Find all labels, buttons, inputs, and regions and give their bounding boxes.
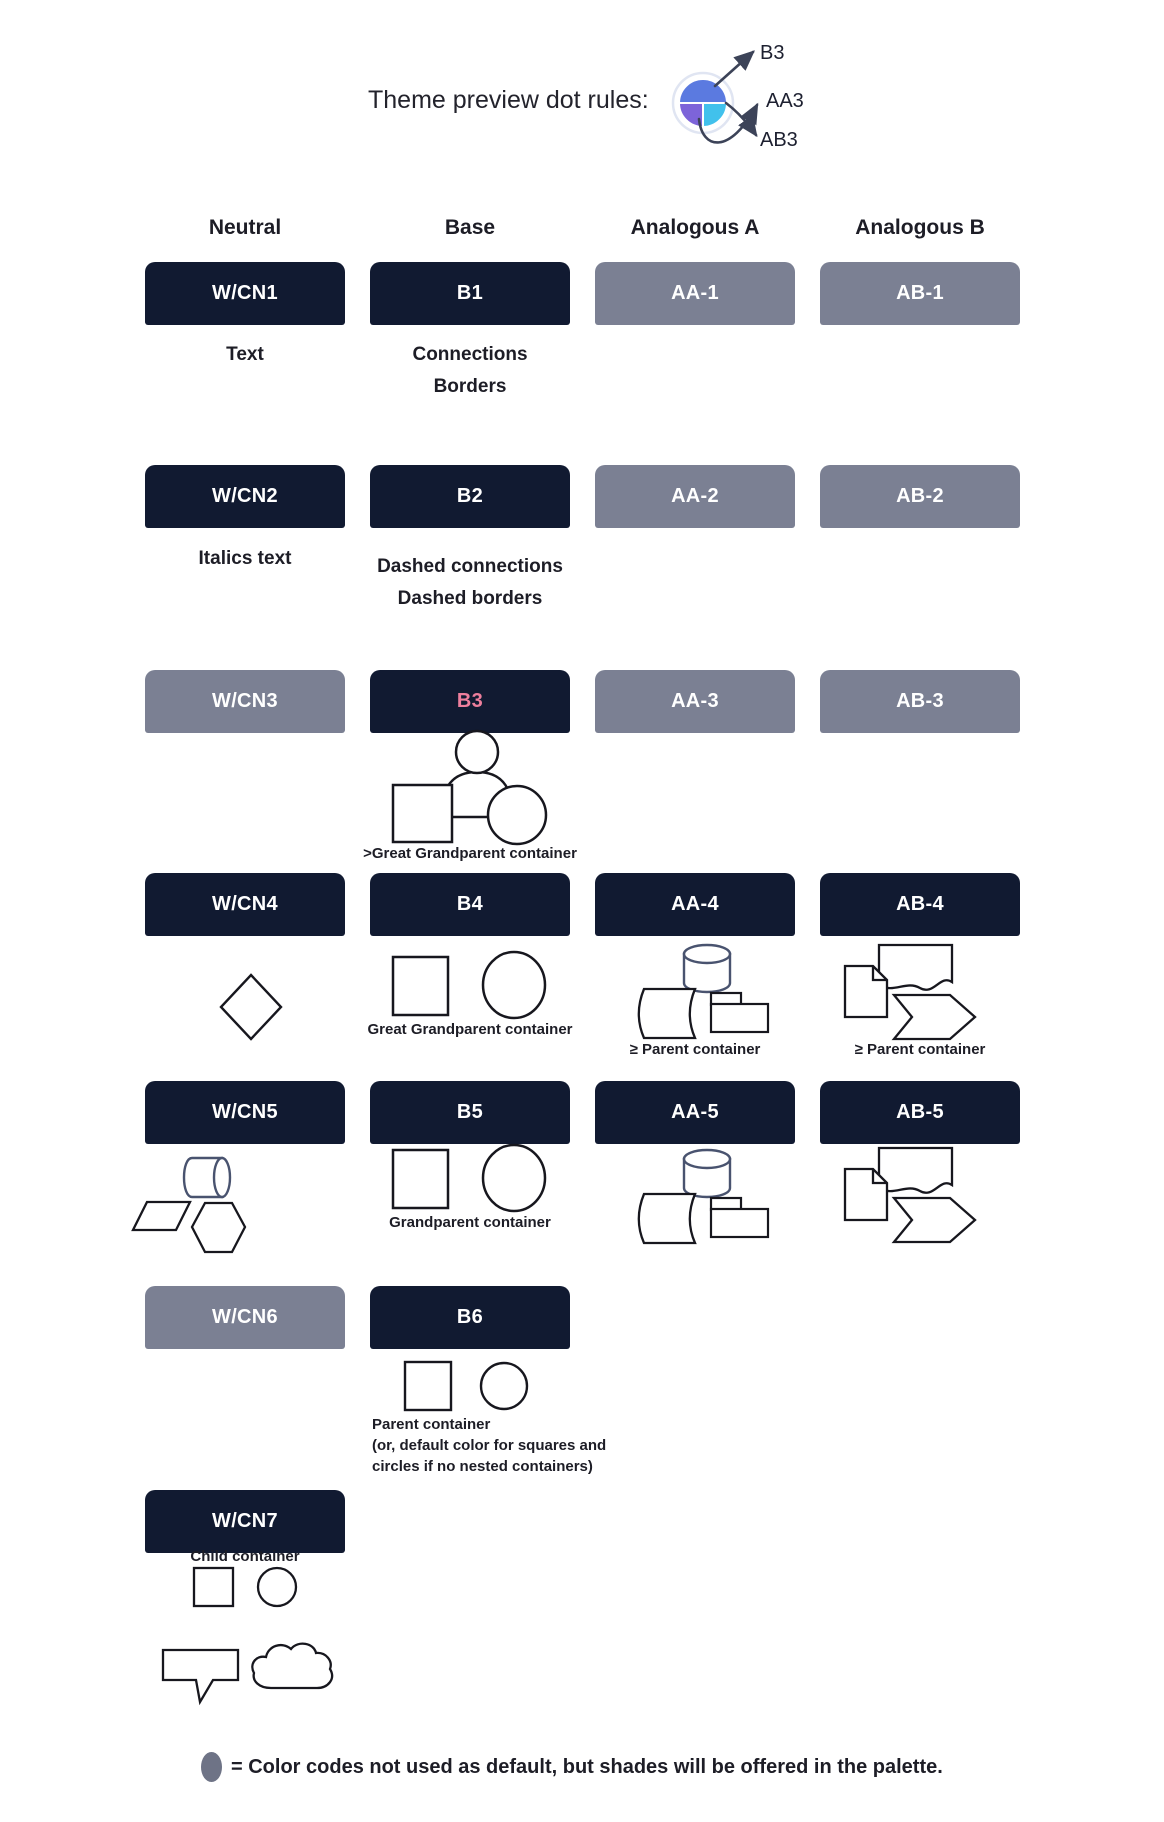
box-ab3: AB-3 [820, 670, 1020, 733]
annotation-dashed-connections: Dashed connections [377, 556, 563, 577]
b6-shape-group [400, 1356, 535, 1416]
column-header-analogous-b: Analogous B [855, 216, 985, 239]
square-shape [194, 1568, 233, 1606]
wcn4-shape-group [219, 970, 283, 1046]
stored-data-shape [639, 1194, 695, 1243]
annotation-connections: Connections [412, 344, 528, 365]
legend-dot [201, 1752, 222, 1782]
dot-rule-label-aa3: AA3 [766, 90, 804, 112]
stored-data-shape [639, 989, 695, 1038]
aa4-shape-group [628, 940, 778, 1042]
chevron-shape [894, 995, 975, 1039]
b3-shape-group [378, 720, 563, 850]
person-head-icon [456, 731, 498, 773]
circle-shape [483, 952, 545, 1018]
box-wcn6: W/CN6 [145, 1286, 345, 1349]
circle-shape [488, 786, 546, 844]
legend-text: = Color codes not used as default, but shades will be offered in the palette. [231, 1756, 943, 1778]
annotation-text: Text [226, 344, 264, 365]
b5-shape-group [390, 1141, 550, 1219]
circle-shape [481, 1363, 527, 1409]
box-ab2: AB-2 [820, 465, 1020, 528]
box-wcn3: W/CN3 [145, 670, 345, 733]
annotation-italics-text: Italics text [198, 548, 292, 569]
cylinder-top-icon [684, 945, 730, 963]
annotation-borders: Borders [433, 376, 507, 397]
box-wcn4: W/CN4 [145, 873, 345, 936]
annotation-child-container: Child container [190, 1548, 300, 1565]
chevron-shape [894, 1198, 975, 1242]
box-wcn5: W/CN5 [145, 1081, 345, 1144]
ab4-shape-group [838, 938, 986, 1042]
cylinder-top-icon [684, 1150, 730, 1168]
document-shape [845, 966, 887, 1017]
box-ab4: AB-4 [820, 873, 1020, 936]
diamond-shape [221, 975, 281, 1039]
page-title: Theme preview dot rules: [368, 86, 649, 114]
square-shape [405, 1362, 451, 1410]
box-wcn7: W/CN7 [145, 1490, 345, 1553]
circle-shape [483, 1145, 545, 1211]
ab5-shape-group [838, 1141, 986, 1245]
document-shape [845, 1169, 887, 1220]
dot-rule-label-ab3: AB3 [760, 129, 798, 151]
speech-bubble-shape [163, 1650, 238, 1702]
wavy-document-shape [879, 1148, 952, 1193]
dot-rule-label-b3: B3 [760, 42, 785, 64]
box-aa4: AA-4 [595, 873, 795, 936]
circle-shape [258, 1568, 296, 1606]
annotation-parent-container-note2: circles if no nested containers) [372, 1458, 593, 1475]
box-b4: B4 [370, 873, 570, 936]
box-b6: B6 [370, 1286, 570, 1349]
annotation-dashed-borders: Dashed borders [397, 588, 543, 609]
square-shape [393, 785, 452, 842]
annotation-parent-container: Parent container [372, 1416, 491, 1433]
annotation-great-grandparent: Great Grandparent container [367, 1021, 573, 1038]
b4-shape-group [390, 948, 550, 1026]
annotation-great-grandparent-arrow: >Great Grandparent container [363, 845, 577, 862]
box-b2: B2 [370, 465, 570, 528]
wcn7-shape-group [188, 1562, 300, 1610]
box-ab5: AB-5 [820, 1081, 1020, 1144]
parallelogram-shape [133, 1202, 190, 1230]
box-b1: B1 [370, 262, 570, 325]
annotation-gte-parent-a: ≥ Parent container [629, 1041, 761, 1058]
speech-bubble-group [155, 1642, 255, 1708]
tabbed-card-shape [711, 1209, 768, 1237]
wavy-document-shape [879, 945, 952, 990]
wcn5-shape-group [126, 1146, 251, 1256]
box-wcn1: W/CN1 [145, 262, 345, 325]
cylinder-shape [214, 1158, 230, 1197]
box-aa5: AA-5 [595, 1081, 795, 1144]
box-b3: B3 [370, 670, 570, 733]
hexagon-shape [192, 1203, 245, 1252]
aa5-shape-group [628, 1145, 778, 1247]
arrow-to-b3 [715, 52, 753, 86]
annotation-grandparent: Grandparent container [389, 1214, 551, 1231]
cloud-group [246, 1636, 338, 1698]
square-shape [393, 1150, 448, 1208]
box-aa1: AA-1 [595, 262, 795, 325]
box-ab1: AB-1 [820, 262, 1020, 325]
annotation-parent-container-note1: (or, default color for squares and [372, 1437, 607, 1454]
cloud-shape [252, 1644, 332, 1688]
annotation-gte-parent-b: ≥ Parent container [854, 1041, 986, 1058]
box-aa3: AA-3 [595, 670, 795, 733]
column-header-neutral: Neutral [208, 216, 282, 239]
box-wcn2: W/CN2 [145, 465, 345, 528]
square-shape [393, 957, 448, 1015]
box-b5: B5 [370, 1081, 570, 1144]
column-header-analogous-a: Analogous A [630, 216, 760, 239]
box-aa2: AA-2 [595, 465, 795, 528]
tabbed-card-shape [711, 1004, 768, 1032]
column-header-base: Base [444, 216, 496, 239]
